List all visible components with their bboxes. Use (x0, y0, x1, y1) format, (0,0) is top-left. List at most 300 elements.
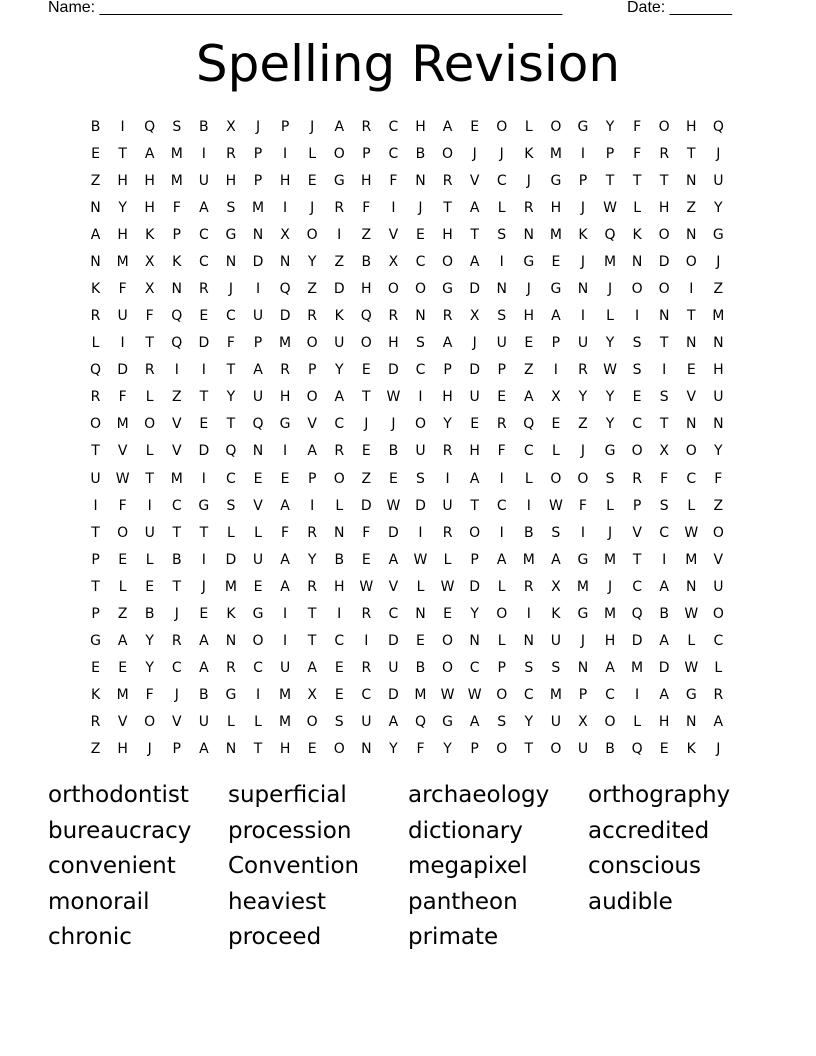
grid-letter: N (686, 714, 697, 731)
grid-letter: D (469, 281, 481, 297)
grid-letter: S (497, 714, 507, 731)
grid-letter: Q (225, 443, 237, 460)
grid-letter: A (144, 145, 155, 162)
grid-letter: M (279, 687, 292, 704)
grid-letter: R (307, 524, 318, 541)
grid-letter: F (118, 389, 127, 406)
grid-letter: S (334, 714, 344, 731)
grid-letter: I (174, 362, 179, 379)
grid-letter: I (418, 524, 423, 541)
grid-letter: L (551, 443, 560, 460)
grid-letter: C (388, 145, 399, 162)
grid-letter: D (252, 253, 264, 270)
grid-letter: N (469, 633, 480, 650)
grid-letter: P (362, 145, 371, 162)
grid-letter: B (144, 605, 155, 622)
grid-letter: C (686, 470, 697, 487)
grid-letter: T (226, 416, 236, 433)
grid-letter: L (227, 524, 235, 541)
grid-letter: Z (334, 253, 345, 270)
grid-letter: R (307, 308, 318, 325)
grid-letter: D (658, 660, 670, 677)
grid-letter: S (551, 660, 561, 677)
grid-letter: J (472, 145, 477, 162)
grid-letter: I (580, 308, 586, 325)
grid-letter: A (334, 118, 345, 135)
grid-letter: T (91, 524, 100, 541)
grid-letter: D (198, 443, 210, 460)
grid-letter: E (470, 416, 480, 433)
grid-letter: L (714, 660, 723, 677)
grid-letter: J (526, 281, 531, 297)
grid-letter: Z (90, 172, 101, 189)
grid-letter: A (280, 551, 290, 568)
grid-letter: G (442, 714, 453, 731)
grid-letter: H (658, 199, 670, 216)
grid-letter: D (198, 335, 210, 352)
grid-letter: O (442, 660, 454, 677)
grid-letter: I (445, 470, 450, 487)
grid-letter: R (144, 362, 155, 379)
word-list-item: audible (588, 888, 673, 915)
grid-letter: T (659, 172, 669, 189)
grid-letter: K (578, 226, 588, 243)
grid-letter: W (386, 389, 401, 406)
grid-letter: I (662, 551, 667, 568)
grid-letter: O (117, 524, 129, 541)
grid-letter: J (418, 199, 423, 216)
word-list-item: bureaucracy (48, 817, 192, 844)
grid-letter: F (281, 524, 290, 541)
grid-letter: F (633, 145, 642, 162)
grid-letter: I (364, 633, 369, 650)
grid-letter: A (469, 253, 480, 270)
grid-letter: A (659, 578, 669, 595)
grid-letter: O (333, 470, 345, 487)
grid-letter: C (659, 524, 670, 541)
grid-letter: Y (145, 633, 154, 650)
grid-letter: L (606, 497, 614, 514)
grid-letter: M (603, 605, 617, 622)
word-list-item: conscious (588, 853, 701, 879)
grid-letter: C (605, 687, 615, 704)
grid-letter: N (334, 524, 345, 541)
grid-letter: L (145, 389, 154, 406)
grid-letter: D (360, 497, 372, 514)
grid-letter: K (632, 226, 642, 243)
grid-letter: Q (90, 362, 102, 379)
grid-letter: H (279, 172, 291, 189)
grid-letter: W (548, 497, 563, 514)
grid-letter: O (333, 145, 345, 162)
grid-letter: M (549, 145, 562, 162)
grid-letter: S (659, 389, 669, 406)
grid-letter: I (255, 281, 261, 297)
grid-letter: Z (578, 416, 588, 433)
grid-letter: X (551, 389, 561, 406)
grid-letter: P (470, 551, 479, 568)
grid-letter: R (226, 660, 236, 677)
grid-letter: I (147, 497, 152, 514)
grid-letter: X (578, 714, 588, 731)
grid-letter: E (253, 578, 263, 595)
grid-letter: T (118, 145, 127, 162)
grid-letter: G (550, 281, 562, 297)
grid-letter: T (226, 362, 236, 379)
grid-letter: J (580, 443, 586, 460)
grid-letter: P (91, 551, 100, 568)
grid-letter: G (604, 443, 616, 460)
grid-letter: Z (523, 362, 534, 379)
grid-letter: D (469, 362, 481, 379)
grid-letter: E (361, 362, 371, 379)
word-list-item: accredited (588, 817, 710, 844)
grid-letter: J (310, 199, 315, 216)
grid-letter: A (253, 362, 263, 379)
grid-letter: F (660, 470, 669, 487)
grid-letter: F (118, 497, 127, 514)
grid-letter: U (713, 389, 724, 406)
grid-letter: L (227, 714, 235, 731)
grid-letter: E (118, 551, 128, 568)
grid-letter: O (631, 443, 643, 460)
grid-letter: G (577, 605, 589, 622)
grid-letter: H (442, 226, 453, 243)
grid-letter: C (469, 660, 480, 677)
grid-letter: W (440, 687, 455, 704)
grid-letter: J (255, 118, 261, 135)
grid-letter: Y (524, 714, 534, 731)
grid-letter: J (716, 253, 721, 270)
grid-letter: I (337, 226, 342, 243)
grid-letter: Z (307, 281, 317, 297)
grid-letter: F (416, 741, 425, 758)
grid-letter: D (658, 253, 670, 270)
grid-letter: X (280, 226, 290, 243)
grid-letter: Z (713, 281, 724, 297)
grid-letter: N (252, 226, 264, 243)
grid-letter: L (524, 470, 533, 487)
grid-letter: Y (578, 389, 588, 406)
grid-letter: E (334, 660, 344, 677)
grid-letter: Y (145, 660, 154, 677)
grid-letter: I (201, 551, 206, 568)
grid-letter: V (713, 551, 724, 568)
grid-letter: J (201, 578, 206, 595)
grid-letter: O (333, 741, 345, 758)
grid-letter: W (115, 470, 130, 487)
grid-letter: R (659, 145, 670, 162)
grid-letter: O (550, 118, 562, 135)
grid-letter: T (199, 389, 209, 406)
grid-letter: U (496, 335, 507, 352)
grid-letter: T (172, 578, 182, 595)
grid-letter: M (251, 199, 265, 216)
grid-letter: Y (470, 605, 479, 622)
grid-letter: J (174, 605, 179, 622)
grid-letter: H (279, 389, 291, 406)
grid-letter: S (497, 308, 507, 325)
grid-letter: J (716, 741, 721, 758)
grid-letter: T (307, 633, 317, 650)
grid-letter: R (361, 660, 372, 677)
grid-letter: O (414, 281, 426, 297)
word-list-item: proceed (228, 924, 322, 950)
grid-letter: A (117, 633, 128, 650)
word-list-item: megapixel (408, 853, 528, 879)
grid-letter: B (659, 605, 669, 622)
grid-letter: S (416, 335, 425, 352)
grid-letter: T (686, 145, 696, 162)
grid-letter: X (307, 687, 317, 704)
grid-letter: F (497, 443, 506, 460)
word-list-item: procession (228, 817, 352, 844)
grid-letter: N (90, 253, 101, 270)
grid-letter: H (685, 118, 697, 135)
grid-letter: G (225, 226, 237, 243)
grid-letter: L (118, 578, 127, 595)
grid-letter: X (469, 308, 480, 325)
grid-letter: O (90, 416, 102, 433)
grid-letter: I (201, 362, 206, 379)
grid-letter: E (551, 253, 561, 270)
grid-letter: E (199, 416, 209, 433)
grid-letter: J (310, 118, 315, 135)
grid-letter: M (279, 335, 292, 352)
word-list-item: heaviest (228, 888, 326, 915)
grid-letter: O (550, 741, 562, 758)
grid-letter: P (253, 335, 263, 352)
grid-letter: A (442, 118, 453, 135)
grid-letter: T (470, 497, 479, 514)
grid-letter: A (496, 551, 507, 568)
grid-letter: M (224, 578, 237, 595)
grid-letter: E (199, 605, 209, 622)
grid-letter: H (333, 578, 345, 595)
grid-letter: V (253, 497, 263, 514)
grid-letter: B (415, 660, 426, 677)
grid-letter: U (252, 551, 264, 568)
grid-letter: I (283, 443, 288, 460)
grid-letter: E (659, 741, 669, 758)
grid-letter: M (116, 687, 129, 704)
grid-letter: H (225, 172, 237, 189)
grid-letter: H (361, 281, 372, 297)
grid-letter: S (226, 497, 236, 514)
grid-letter: I (201, 470, 206, 487)
grid-letter: N (686, 416, 697, 433)
grid-letter: D (631, 633, 643, 650)
grid-letter: H (279, 741, 291, 758)
grid-letter: C (632, 578, 642, 595)
grid-letter: F (714, 470, 723, 487)
grid-letter: T (686, 308, 696, 325)
grid-letter: L (497, 578, 506, 595)
grid-letter: Q (631, 741, 643, 758)
grid-letter: J (607, 281, 613, 297)
grid-letter: O (144, 416, 156, 433)
grid-letter: P (605, 145, 615, 162)
grid-letter: J (364, 416, 369, 433)
grid-letter: G (577, 551, 589, 568)
grid-letter: G (712, 226, 724, 243)
word-list-item: monorail (48, 888, 150, 915)
grid-letter: Y (443, 741, 452, 758)
grid-letter: L (254, 524, 262, 541)
grid-letter: Y (307, 253, 317, 270)
grid-letter: I (283, 633, 288, 650)
grid-letter: X (144, 281, 155, 297)
grid-letter: H (144, 172, 155, 189)
grid-letter: M (279, 714, 292, 731)
grid-letter: G (252, 605, 264, 622)
grid-letter: O (252, 633, 264, 650)
grid-letter: J (174, 687, 179, 704)
grid-letter: S (632, 362, 642, 379)
grid-letter: Z (686, 199, 697, 216)
grid-letter: P (497, 362, 506, 379)
grid-letter: B (415, 145, 426, 162)
grid-letter: A (280, 578, 290, 595)
grid-letter: Y (605, 416, 615, 433)
grid-letter: N (523, 633, 535, 650)
grid-letter: I (391, 199, 396, 216)
grid-letter: Q (712, 118, 724, 135)
grid-letter: R (90, 308, 101, 325)
grid-letter: I (283, 145, 288, 162)
grid-letter: H (604, 633, 616, 650)
grid-letter: L (633, 199, 641, 216)
grid-letter: T (524, 741, 534, 758)
grid-letter: N (658, 308, 670, 325)
grid-letter: R (334, 443, 345, 460)
grid-letter: P (172, 226, 181, 243)
grid-letter: O (496, 605, 508, 622)
word-list-item: pantheon (408, 888, 518, 915)
grid-letter: E (524, 335, 534, 352)
grid-letter: M (685, 551, 698, 568)
grid-letter: N (686, 226, 697, 243)
grid-letter: N (713, 416, 724, 433)
grid-letter: F (362, 524, 371, 541)
grid-letter: D (333, 281, 345, 297)
grid-letter: G (198, 497, 210, 514)
grid-letter: E (280, 470, 290, 487)
word-list-item: primate (408, 924, 499, 950)
grid-letter: T (632, 551, 642, 568)
grid-letter: L (91, 335, 100, 352)
grid-letter: Y (605, 389, 615, 406)
grid-letter: D (279, 308, 291, 325)
grid-letter: V (686, 389, 697, 406)
grid-letter: P (470, 741, 479, 758)
grid-letter: C (198, 226, 209, 243)
grid-letter: U (415, 443, 426, 460)
grid-letter: I (120, 118, 125, 135)
grid-letter: G (225, 687, 237, 704)
grid-letter: H (388, 335, 399, 352)
grid-letter: J (526, 172, 531, 189)
grid-letter: I (310, 497, 315, 514)
grid-letter: Z (117, 605, 128, 622)
grid-letter: T (605, 172, 615, 189)
grid-letter: Q (171, 308, 183, 325)
grid-letter: N (631, 253, 643, 270)
grid-letter: Y (389, 741, 398, 758)
grid-letter: H (442, 389, 453, 406)
grid-letter: V (632, 524, 642, 541)
word-list-item: superficial (228, 782, 347, 808)
grid-letter: I (689, 281, 694, 297)
grid-letter: B (605, 741, 615, 758)
grid-letter: V (171, 714, 182, 731)
grid-letter: P (280, 118, 290, 135)
grid-letter: A (469, 714, 480, 731)
grid-letter: I (580, 524, 586, 541)
grid-letter: S (632, 335, 642, 352)
grid-letter: C (496, 172, 507, 189)
grid-letter: O (442, 145, 454, 162)
grid-letter: U (713, 172, 724, 189)
grid-letter: R (226, 145, 236, 162)
grid-letter: P (307, 362, 317, 379)
grid-letter: E (416, 226, 425, 243)
grid-letter: P (91, 605, 100, 622)
grid-letter: P (632, 497, 642, 514)
grid-letter: M (414, 687, 427, 704)
grid-letter: M (116, 416, 129, 433)
grid-letter: R (632, 470, 642, 487)
grid-letter: A (469, 470, 480, 487)
letter-grid (82, 113, 732, 763)
grid-letter: E (551, 416, 561, 433)
grid-letter: I (580, 145, 586, 162)
grid-letter: M (603, 551, 617, 568)
grid-letter: T (172, 524, 182, 541)
grid-letter: K (226, 605, 236, 622)
grid-letter: D (469, 578, 481, 595)
grid-letter: O (306, 714, 318, 731)
grid-letter: U (550, 633, 561, 650)
grid-letter: S (605, 470, 615, 487)
grid-letter: M (712, 308, 725, 325)
grid-letter: D (388, 633, 399, 650)
grid-letter: O (685, 443, 697, 460)
grid-letter: T (362, 389, 371, 406)
grid-letter: B (199, 118, 209, 135)
grid-letter: B (523, 524, 534, 541)
grid-letter: S (551, 524, 561, 541)
grid-letter: Y (307, 551, 317, 568)
grid-letter: L (308, 145, 317, 162)
grid-letter: U (388, 660, 399, 677)
grid-letter: U (117, 308, 128, 325)
grid-letter: E (632, 389, 642, 406)
grid-letter: F (145, 308, 154, 325)
grid-letter: I (553, 362, 558, 379)
grid-letter: T (659, 335, 669, 352)
grid-letter: C (171, 660, 182, 677)
grid-letter: E (199, 308, 209, 325)
grid-letter: I (93, 497, 98, 514)
grid-letter: G (90, 633, 101, 650)
grid-letter: V (388, 578, 399, 595)
page-title: Spelling Revision (195, 35, 621, 93)
grid-letter: O (685, 253, 697, 270)
grid-letter: E (443, 605, 452, 622)
name-field-label: Name: ____________________________________________________ (48, 0, 563, 16)
grid-letter: N (252, 443, 264, 460)
